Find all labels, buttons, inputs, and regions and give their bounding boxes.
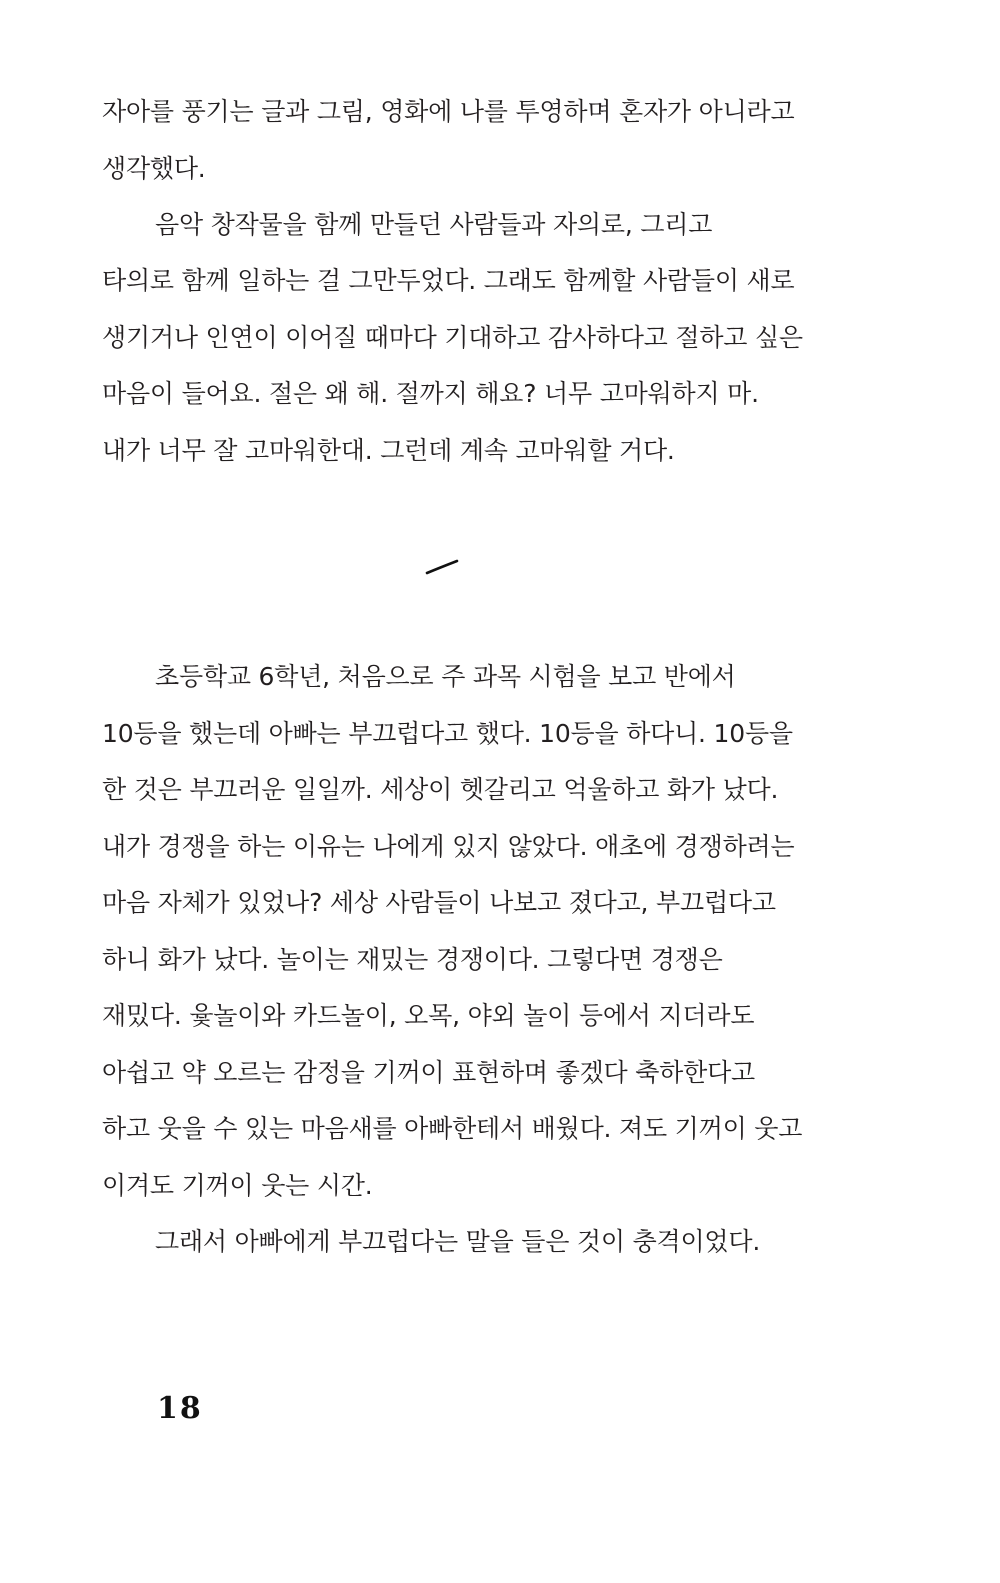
text-line: 내가 경쟁을 하는 이유는 나에게 있지 않았다. 애초에 경쟁하려는 (102, 832, 795, 861)
text-line: 하고 웃을 수 있는 마음새를 아빠한테서 배웠다. 져도 기꺼이 웃고 (102, 1114, 803, 1143)
text-line: 아쉽고 약 오르는 감정을 기꺼이 표현하며 좋겠다 축하한다고 (102, 1058, 755, 1087)
text-line: 생기거나 인연이 이어질 때마다 기대하고 감사하다고 절하고 싶은 (102, 323, 803, 352)
text-line: 10등을 했는데 아빠는 부끄럽다고 했다. 10등을 하다니. 10등을 (102, 719, 793, 748)
text-line-indented: 그래서 아빠에게 부끄럽다는 말을 들은 것이 충격이었다. (155, 1227, 761, 1256)
text-line-indented: 음악 창작물을 함께 만들던 사람들과 자의로, 그리고 (155, 210, 713, 239)
text-line: 재밌다. 윷놀이와 카드놀이, 오목, 야외 놀이 등에서 지더라도 (102, 1001, 755, 1030)
text-line: 생각했다. (102, 154, 206, 183)
text-line: 내가 너무 잘 고마워한대. 그런데 계속 고마워할 거다. (102, 436, 675, 465)
text-line: 하니 화가 났다. 놀이는 재밌는 경쟁이다. 그렇다면 경쟁은 (102, 945, 723, 974)
text-line: 마음 자체가 있었나? 세상 사람들이 나보고 졌다고, 부끄럽다고 (102, 888, 776, 917)
text-line: 이겨도 기꺼이 웃는 시간. (102, 1171, 373, 1200)
text-line: 마음이 들어요. 절은 왜 해. 절까지 해요? 너무 고마워하지 마. (102, 379, 759, 408)
text-line: 한 것은 부끄러운 일일까. 세상이 헷갈리고 억울하고 화가 났다. (102, 775, 779, 804)
page-number: 18 (157, 1391, 203, 1426)
section-divider-mark (425, 558, 459, 576)
text-line: 타의로 함께 일하는 걸 그만두었다. 그래도 함께할 사람들이 새로 (102, 266, 795, 295)
text-line-indented: 초등학교 6학년, 처음으로 주 과목 시험을 보고 반에서 (155, 662, 736, 691)
text-line: 자아를 풍기는 글과 그림, 영화에 나를 투영하며 혼자가 아니라고 (102, 97, 795, 126)
